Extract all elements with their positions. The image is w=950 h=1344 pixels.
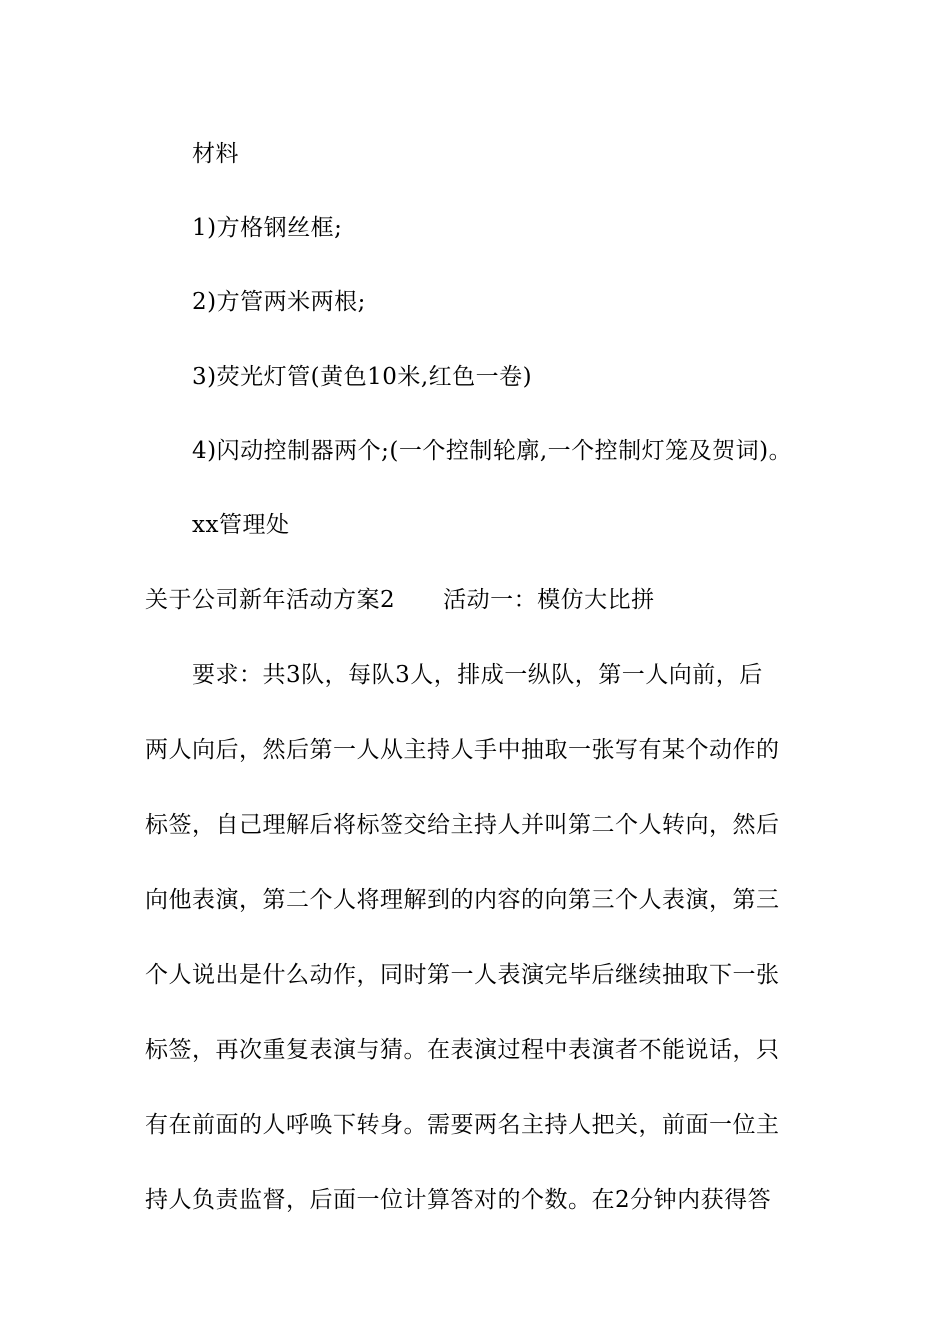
body-line: 个人说出是什么动作，同时第一人表演完毕后继续抽取下一张 bbox=[145, 962, 780, 988]
body-line: 向他表演，第二个人将理解到的内容的向第三个人表演，第三 bbox=[145, 887, 780, 913]
body-line: 标签，再次重复表演与猜。在表演过程中表演者不能说话，只 bbox=[145, 1037, 780, 1063]
body-line: 要求：共3队，每队3人，排成一纵队，第一人向前，后 bbox=[192, 662, 763, 688]
body-line: 有在前面的人呼唤下转身。需要两名主持人把关，前面一位主 bbox=[145, 1112, 780, 1138]
material-item-3: 3)荧光灯管(黄色10米,红色一卷) bbox=[192, 364, 533, 390]
section-title-row bbox=[145, 585, 655, 615]
body-line: 标签，自己理解后将标签交给主持人并叫第二个人转向，然后 bbox=[145, 812, 780, 838]
signature: xx管理处 bbox=[192, 512, 290, 538]
body-line: 持人负责监督，后面一位计算答对的个数。在2分钟内获得答 bbox=[145, 1187, 772, 1213]
materials-heading: 材料 bbox=[192, 141, 239, 167]
material-item-4: 4)闪动控制器两个;(一个控制轮廓,一个控制灯笼及贺词)。 bbox=[192, 438, 793, 464]
activity-title: 活动一：模仿大比拼 bbox=[443, 587, 655, 613]
material-item-1: 1)方格钢丝框; bbox=[192, 215, 343, 241]
body-line: 两人向后，然后第一人从主持人手中抽取一张写有某个动作的 bbox=[145, 737, 780, 763]
section-title: 关于公司新年活动方案2 bbox=[145, 587, 396, 613]
material-item-2: 2)方管两米两根; bbox=[192, 289, 366, 315]
